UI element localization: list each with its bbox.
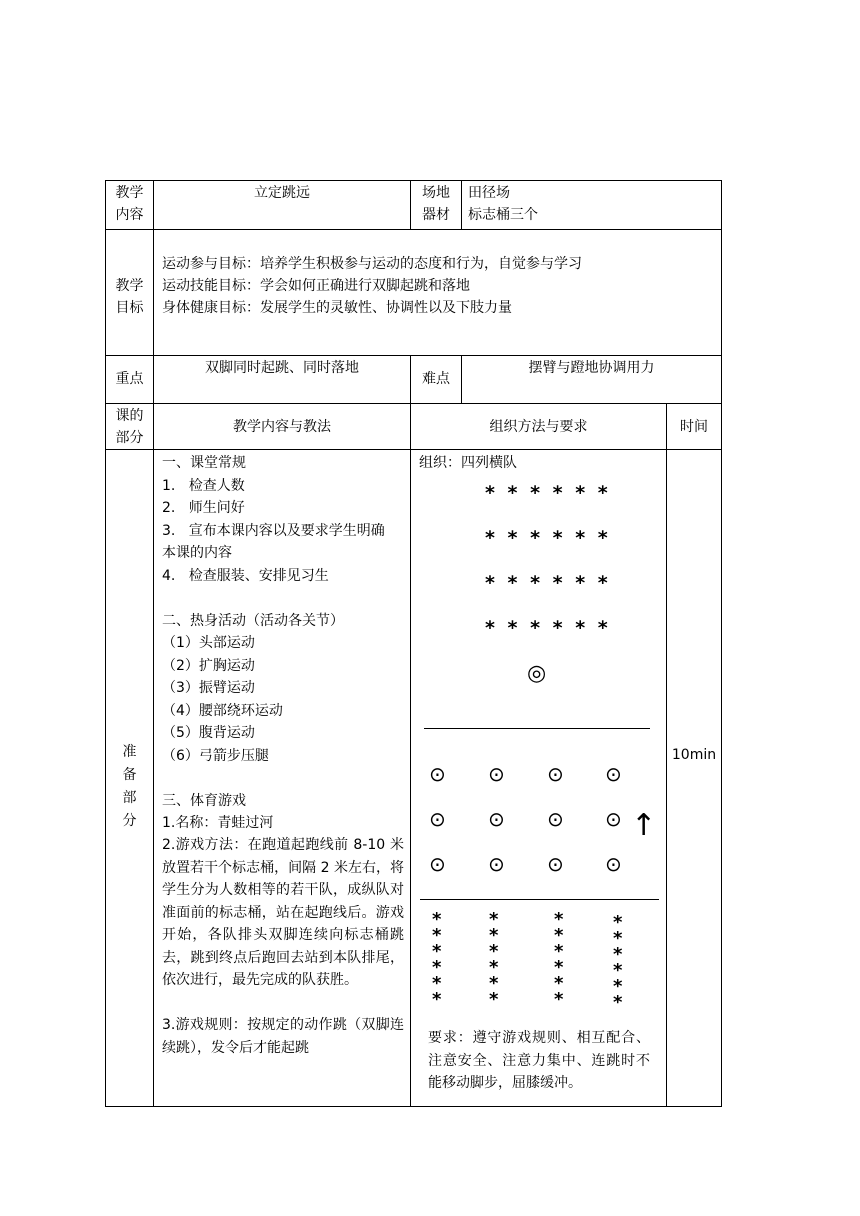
table-border-top: [105, 180, 722, 181]
difficulty-label: 难点: [422, 371, 450, 387]
content-line: 4. 检查服装、安排见习生: [162, 567, 329, 584]
content-label: 教学 内容: [115, 185, 144, 223]
finish-line: [420, 899, 659, 900]
requirements: 要求：遵守游戏规则、相互配合、注意安全、注意力集中、连跳时不能移动脚步，屈膝缓冲。: [428, 1030, 650, 1091]
marker-icon: ⊙: [488, 852, 505, 876]
student-mark: *: [432, 925, 442, 946]
teacher-icon: ◎: [527, 661, 547, 686]
student-mark: *: [554, 973, 564, 994]
formation-row-4: * * * * * *: [485, 617, 611, 639]
org-col-divider: [410, 403, 411, 1107]
label-col-divider: [153, 180, 154, 1107]
content-line: 一、课堂常规: [162, 455, 246, 471]
content-line: （6）弓箭步压腿: [162, 747, 269, 764]
game-method: 2.游戏方法：在跑道起跑线前 8-10 米放置若干个标志桶，间隔 2 米左右，将学生分为人数相等的若干队，成纵队对准面前的标志桶，站在起跑线后。游戏开始，各队排头双脚连续向标志桶跳去，跳到终点后跑回去站到本队排尾，依次进行，最先完成的队获胜。: [162, 837, 404, 988]
student-column-4: [613, 912, 623, 1013]
student-mark: *: [554, 941, 564, 962]
marker-icon: ⊙: [605, 762, 622, 786]
marker-icon: ⊙: [605, 807, 622, 831]
venue-label-divider-r: [461, 180, 462, 229]
table-border-left: [105, 180, 106, 1107]
student-mark: *: [613, 992, 623, 1013]
marker-icon: ⊙: [429, 852, 446, 876]
key-point-label: 重点: [115, 371, 144, 387]
part-label: 准 备 部 分: [122, 744, 137, 829]
content-line: 2. 师生问好: [162, 500, 245, 516]
student-mark: *: [489, 925, 499, 946]
student-mark: *: [554, 957, 564, 978]
student-mark: *: [613, 976, 623, 997]
content-line: 3. 宣布本课内容以及要求学生明确: [162, 522, 385, 539]
student-column-3: [554, 909, 564, 1010]
marker-icon: ⊙: [429, 762, 446, 786]
goal-health: 身体健康目标：发展学生的灵敏性、协调性以及下肢力量: [162, 300, 512, 316]
org-title: 组织：四列横队: [419, 455, 517, 471]
student-mark: *: [554, 989, 564, 1010]
content-line: 二、热身活动（活动各关节）: [162, 612, 344, 629]
student-column-1: [432, 909, 442, 1010]
row-divider-3: [105, 403, 722, 404]
content-line: [162, 587, 385, 610]
key-point-value: 双脚同时起跳、同时落地: [205, 360, 359, 376]
student-mark: *: [432, 973, 442, 994]
student-mark: *: [432, 909, 442, 930]
student-mark: *: [613, 912, 623, 933]
col-header-time: 时间: [680, 419, 708, 435]
content-list: [162, 452, 385, 835]
content-line: （1）头部运动: [162, 635, 255, 651]
table-border-bottom: [105, 1106, 722, 1107]
row-divider-4: [105, 449, 722, 450]
student-mark: *: [432, 989, 442, 1010]
content-line: 1.名称：青蛙过河: [162, 815, 274, 831]
student-mark: *: [489, 973, 499, 994]
student-mark: *: [489, 909, 499, 930]
start-line: [424, 728, 650, 729]
student-mark: *: [489, 941, 499, 962]
col-header-content: 教学内容与教法: [233, 419, 331, 435]
content-line: （5）腹背运动: [162, 725, 255, 741]
student-mark: *: [613, 928, 623, 949]
marker-icon: ⊙: [488, 762, 505, 786]
content-line: 三、体育游戏: [162, 792, 246, 809]
content-line: 本课的内容: [162, 545, 232, 561]
col-header-org: 组织方法与要求: [489, 419, 588, 435]
student-mark: *: [554, 925, 564, 946]
table-border-right: [721, 180, 722, 1107]
student-mark: *: [489, 989, 499, 1010]
row-divider-1: [105, 229, 722, 230]
goals-label: 教学 目标: [115, 278, 144, 316]
student-mark: *: [554, 909, 564, 930]
student-mark: *: [432, 957, 442, 978]
marker-icon: ⊙: [605, 852, 622, 876]
marker-icon: ⊙: [429, 807, 446, 831]
student-mark: *: [613, 960, 623, 981]
student-mark: *: [613, 944, 623, 965]
marker-icon: ⊙: [547, 762, 564, 786]
content-line: [162, 767, 385, 790]
marker-icon: ⊙: [488, 807, 505, 831]
student-mark: *: [489, 957, 499, 978]
formation-row-3: * * * * * *: [485, 572, 611, 594]
game-rules: 3.游戏规则：按规定的动作跳（双脚连续跳），发令后才能起跳: [162, 1017, 404, 1056]
student-mark: *: [432, 941, 442, 962]
formation-row-2: * * * * * *: [485, 527, 611, 549]
goal-skill: 运动技能目标：学会如何正确进行双脚起跳和落地: [162, 278, 470, 294]
direction-arrow-icon: ↑: [631, 808, 657, 843]
content-value: 立定跳远: [254, 185, 310, 201]
marker-icon: ⊙: [547, 807, 564, 831]
venue-value: 田径场 标志桶三个: [468, 185, 538, 223]
student-column-2: [489, 909, 499, 1010]
formation-row-1: * * * * * *: [485, 482, 611, 504]
row-divider-2: [105, 355, 722, 356]
venue-label: 场地 器材: [422, 185, 450, 223]
content-line: （3）振臂运动: [162, 680, 255, 696]
col-header-part: 课的 部分: [115, 408, 144, 446]
goal-participation: 运动参与目标：培养学生积极参与运动的态度和行为，自觉参与学习: [162, 256, 582, 272]
marker-icon: ⊙: [547, 852, 564, 876]
section-time: 10min: [671, 747, 717, 763]
difficulty-value: 摆臂与蹬地协调用力: [528, 360, 655, 376]
content-line: （4）腰部绕环运动: [162, 702, 283, 719]
content-line: 1. 检查人数: [162, 477, 245, 494]
content-line: （2）扩胸运动: [162, 657, 255, 674]
